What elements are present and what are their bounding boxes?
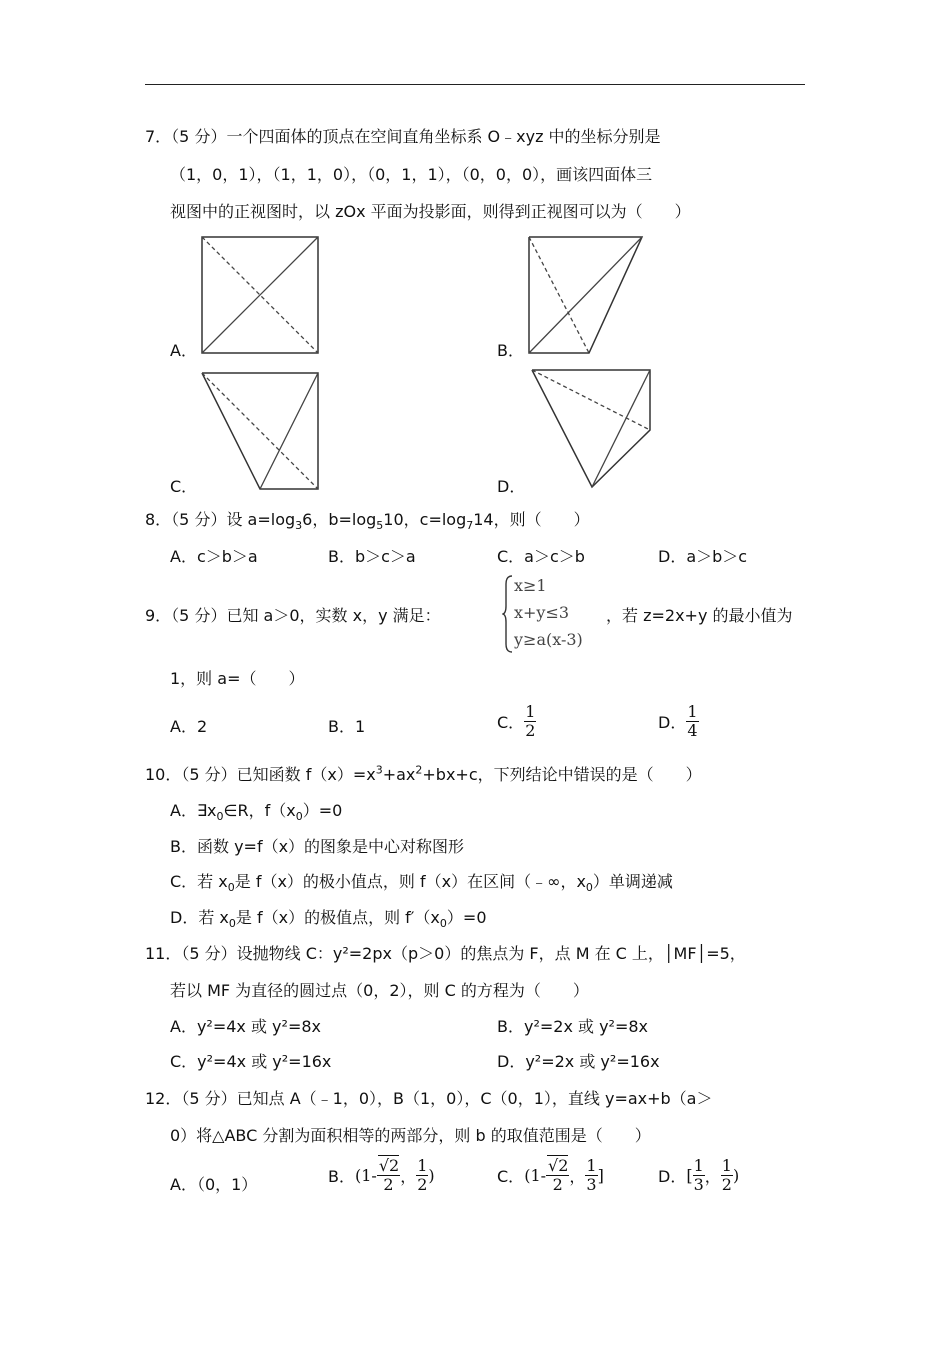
q7-option-b-label: B． <box>497 341 524 360</box>
q7-line3: 视图中的正视图时，以 zOx 平面为投影面，则得到正视图可以为（ ） <box>170 202 691 221</box>
q7-figure-d <box>522 362 662 494</box>
q9-system-line1: x≥1 <box>514 576 547 595</box>
q9-system-line2: x+y≤3 <box>514 603 570 622</box>
q9-option-d: D． $\frac{1}{4}$ <box>658 702 698 740</box>
q12-line2: 0）将△ABC 分割为面积相等的两部分，则 b 的取值范围是（ ） <box>170 1126 651 1145</box>
q8-option-d: D．a＞b＞c <box>658 547 748 566</box>
q12-option-c: C．(1- $\frac{√2}{2}$ ， $\frac{1}{3}$ ] <box>497 1156 604 1194</box>
q11-option-c: C．y²=4x 或 y²=16x <box>170 1052 332 1071</box>
q11-line2: 若以 MF 为直径的圆过点（0，2），则 C 的方程为（ ） <box>170 981 589 1000</box>
q12-option-d: D．[ $\frac{1}{3}$ ， $\frac{1}{2}$ ) <box>658 1156 740 1194</box>
q9-system-line3: y≥a(x-3) <box>514 630 583 649</box>
q11-option-a: A．y²=4x 或 y²=8x <box>170 1017 321 1036</box>
q10-stem: 10．（5 分）已知函数 $f(x)=x^3+ax^2+bx+c$，下列结论中错误的是（ ） <box>145 763 702 784</box>
q10-option-b: B．函数 y=f（x）的图象是中心对称图形 <box>170 837 465 856</box>
q11-option-d: D．y²=2x 或 y²=16x <box>497 1052 660 1071</box>
q9-option-c-fraction: $\frac{1}{2}$ <box>525 702 536 740</box>
header-rule <box>145 84 805 85</box>
q10-option-c: C．若 $x_0$是 f（x）的极小值点，则 f（x）在区间（﹣∞，$x_0$）单调递减 <box>170 872 673 895</box>
q11-line1: 11．（5 分）设抛物线 C：y²=2px（p＞0）的焦点为 F，点 M 在 C 上，│MF│=5， <box>145 944 746 963</box>
q7-line1: 7．（5 分）一个四面体的顶点在空间直角坐标系 O﹣xyz 中的坐标分别是 <box>145 127 661 146</box>
q9-option-a: A．2 <box>170 717 208 736</box>
q8-option-a: A．c＞b＞a <box>170 547 258 566</box>
q12-option-b: B．(1- $\frac{√2}{2}$ ， $\frac{1}{2}$ ) <box>328 1156 435 1194</box>
q9-option-b: B．1 <box>328 717 366 736</box>
q9-stem-b: ，若 z=2x+y 的最小值为 <box>606 606 793 625</box>
q7-option-a-label: A． <box>170 341 197 360</box>
q10-option-a: A．$\exists x_0\in R$，$f(x_0)=0$ <box>170 801 343 824</box>
q7-line2: （1，0，1），（1，1，0），（0，1，1），（0，0，0），画该四面体三 <box>170 165 653 184</box>
q9-stem-line2: 1，则 a=（ ） <box>170 669 305 688</box>
q9-stem-a: 9．（5 分）已知 a＞0，实数 x，y 满足： <box>145 606 441 625</box>
q8-option-b: B．b＞c＞a <box>328 547 416 566</box>
q12-option-a: A．（0，1） <box>170 1175 258 1194</box>
q7-figure-c <box>195 366 330 496</box>
q7-figure-a <box>195 230 330 360</box>
q12-line1: 12．（5 分）已知点 A（﹣1，0），B（1，0），C（0，1），直线 y=ax+b（a＞ <box>145 1089 713 1108</box>
q11-option-b: B．y²=2x 或 y²=8x <box>497 1017 649 1036</box>
q10-option-d: D．若 $x_0$是 f（x）的极值点，则 $f'(x_0)=0$ <box>170 908 487 931</box>
q7-figure-b <box>522 230 652 360</box>
q9-option-d-fraction: $\frac{1}{4}$ <box>687 702 698 740</box>
q7-option-d-label: D． <box>497 477 526 496</box>
q7-option-c-label: C． <box>170 477 198 496</box>
q8-stem: 8．（5 分）设 $a=\log_36$，$b=\log_510$，$c=\log_714$，则（ ） <box>145 510 590 533</box>
q9-system-brace <box>502 574 514 654</box>
q9-option-c: C． $\frac{1}{2}$ <box>497 702 536 740</box>
q8-option-c: C．a＞c＞b <box>497 547 585 566</box>
